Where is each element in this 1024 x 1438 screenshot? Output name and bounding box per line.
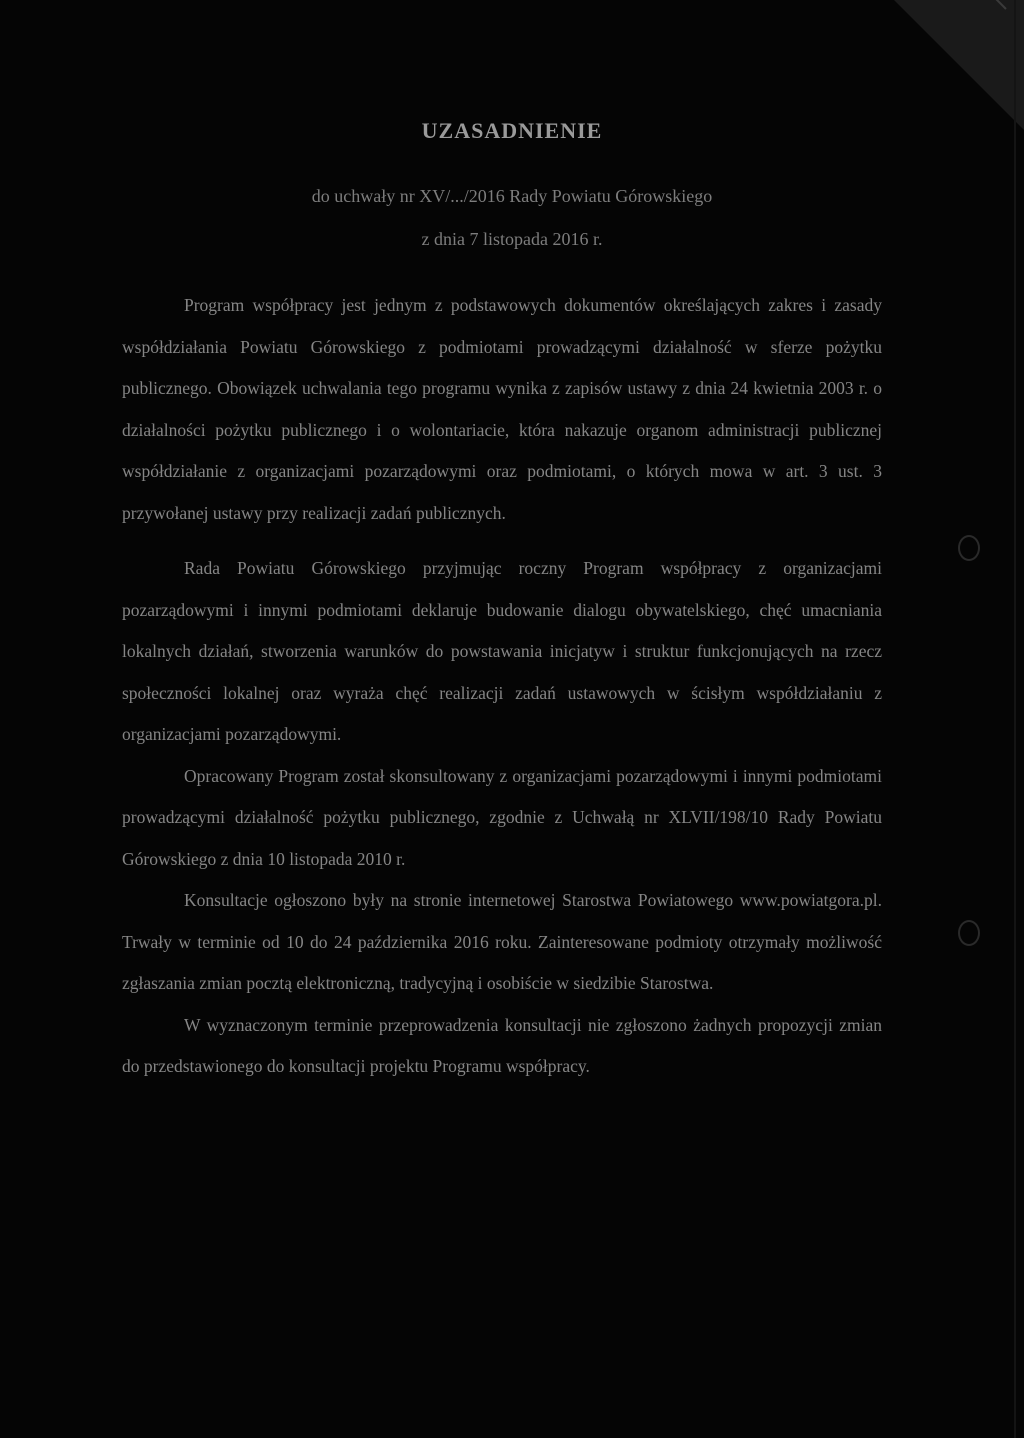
document-body <box>122 285 882 1088</box>
resolution-date: z dnia 7 listopada 2016 r. <box>421 229 603 249</box>
paragraph: W wyznaczonym terminie przeprowadzenia konsultacji nie zgłoszono żadnych propozycji zmian do przedstawionego do konsultacji projektu Programu współpracy. <box>122 1014 882 1076</box>
punch-hole <box>958 535 980 561</box>
punch-hole <box>958 920 980 946</box>
resolution-reference: do uchwały nr XV/.../2016 Rady Powiatu Górowskiego <box>311 186 713 206</box>
document-title: UZASADNIENIE <box>421 118 603 143</box>
paragraph: Program współpracy jest jednym z podstawowych dokumentów określających zakres i zasady współdziałania Powiatu Górowskiego z podmiotami prowadzącymi działalność w sferze pożytku publicznego. Obowiązek uchwalania tego programu wynika z zapisów ustawy z dnia 24 kwietnia 2003 r. o działalności pożytku publicznego i o wolontariacie, która nakazuje organom administracji publicznej współdziałanie z organizacjami pozarządowymi oraz podmiotami, o których mowa w art. 3 ust. 3 przywołanej ustawy przy realizacji zadań publicznych. <box>122 295 882 523</box>
paragraph: Opracowany Program został skonsultowany z organizacjami pozarządowymi i innymi podmiotami prowadzącymi działalność pożytku publicznego, zgodnie z Uchwałą nr XLVII/198/10 Rady Powiatu Górowskiego z dnia 10 listopada 2010 r. <box>122 765 882 869</box>
paragraph: Konsultacje ogłoszono były na stronie internetowej Starostwa Powiatowego www.powiatgora.pl. Trwały w terminie od 10 do 24 października 2016 roku. Zainteresowane podmioty otrzymały możliwość zgłaszania zmian pocztą elektroniczną, tradycyjną i osobiście w siedzibie Starostwa. <box>122 890 882 993</box>
paragraph: Rada Powiatu Górowskiego przyjmując roczny Program współpracy z organizacjami pozarządowymi i innymi podmiotami deklaruje budowanie dialogu obywatelskiego, chęć umacniania lokalnych działań, stworzenia warunków do powstawania inicjatyw i struktur funkcjonujących na rzecz społeczności lokalnej oraz wyraża chęć realizacji zadań ustawowych w ścisłym współdziałaniu z organizacjami pozarządowymi. <box>122 558 882 744</box>
page-edge-line <box>1014 0 1016 1438</box>
folded-corner <box>894 0 1024 130</box>
